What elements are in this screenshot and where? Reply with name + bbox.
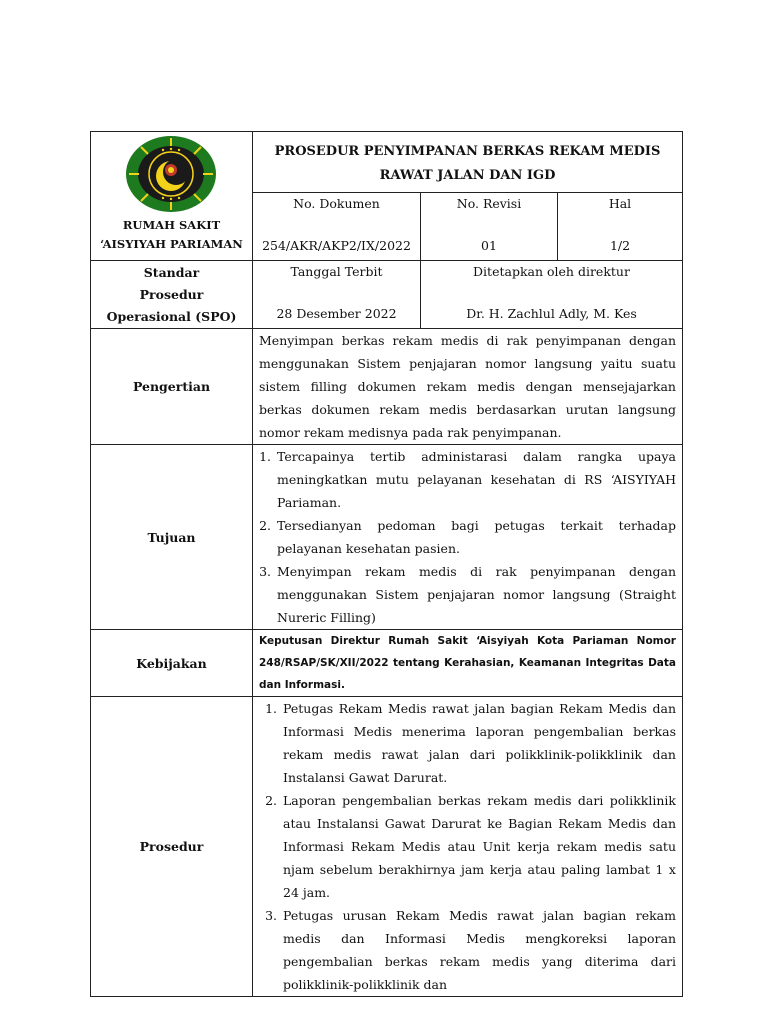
revision-value: 01 [481, 238, 497, 253]
aisyiyah-logo-icon [125, 134, 217, 214]
hospital-name-line1: RUMAH SAKIT [122, 218, 221, 232]
page-label: Hal [608, 196, 632, 211]
prosedur-item: 3. Petugas urusan Rekam Medis rawat jalan bagian rekam medis dan Informasi Medis mengkoreksi laporan pengembalian berkas rekam medis yang diterima dari polikklinik-polikklinik dan [281, 904, 676, 996]
pengertian-label: Pengertian [132, 379, 211, 394]
tujuan-item: 1. Tercapainya tertib administarasi dalam rangka upaya meningkatkan mutu pelayanan kesehatan di RS ‘AISYIYAH Pariaman. [275, 445, 676, 514]
document-title-line1: PROSEDUR PENYIMPANAN BERKAS REKAM MEDIS [274, 144, 661, 159]
prosedur-content-cell [253, 697, 683, 997]
spo-label-line3: Operasional (SPO) [106, 309, 237, 324]
issued-value: 28 Desember 2022 [276, 306, 397, 321]
spo-label-line1: Standar [143, 265, 200, 280]
hospital-cell [91, 132, 253, 261]
spo-label-line2: Prosedur [139, 287, 204, 302]
logo-area [91, 132, 252, 216]
kebijakan-label: Kebijakan [136, 655, 207, 671]
prosedur-item: 1. Petugas Rekam Medis rawat jalan bagian Rekam Medis dan Informasi Medis menerima laporan pengembalian berkas rekam medis rawat jalan dari polikklinik-polikklinik dan Instalansi Gawat Darurat. [281, 697, 676, 789]
page-cell [558, 193, 683, 261]
tujuan-list [253, 445, 682, 629]
title-cell [253, 132, 683, 193]
kebijakan-label-cell [91, 630, 253, 697]
page-value: 1/2 [609, 238, 631, 253]
pengertian-content-cell [253, 329, 683, 445]
approved-cell [421, 261, 683, 329]
tujuan-item: 2. Tersedianyan pedoman bagi petugas terkait terhadap pelayanan kesehatan pasien. [275, 514, 676, 560]
approved-label: Ditetapkan oleh direktur [473, 264, 630, 279]
spo-label-cell [91, 261, 253, 329]
pengertian-text: Menyimpan berkas rekam medis di rak penyimpanan dengan menggunakan Sistem penjajaran nomor langsung yaitu suatu sistem filling dokumen rekam medis dengan mensejajarkan berkas dokumen rekam medis berdasarkan urutan langsung nomor rekam medisnya pada rak penyimpanan. [259, 333, 676, 440]
kebijakan-content-cell [253, 630, 683, 697]
prosedur-item: 2. Laporan pengembalian berkas rekam medis dari polikklinik atau Instalansi Gawat Darurat ke Bagian Rekam Medis dan Informasi Rekam Medis atau Unit kerja rekam medis satu njam sebelum berakhirnya jam kerja atau paling lambat 1 x 24 jam. [281, 789, 676, 904]
doc-no-value: 254/AKR/AKP2/IX/2022 [262, 238, 411, 253]
kebijakan-text: Keputusan Direktur Rumah Sakit ‘Aisyiyah Kota Pariaman Nomor 248/RSAP/SK/XII/2022 tentang Kerahasian, Keamanan Integritas Data dan Informasi. [259, 635, 676, 691]
tujuan-content-cell [253, 445, 683, 630]
doc-no-cell [253, 193, 421, 261]
issued-cell [253, 261, 421, 329]
prosedur-list [253, 697, 682, 996]
revision-cell [421, 193, 558, 261]
hospital-name-line2: ‘AISYIYAH PARIAMAN [100, 237, 243, 251]
revision-label: No. Revisi [456, 196, 522, 211]
approved-value: Dr. H. Zachlul Adly, M. Kes [466, 306, 637, 321]
tujuan-label-cell [91, 445, 253, 630]
prosedur-label: Prosedur [139, 839, 204, 854]
doc-no-label: No. Dokumen [293, 196, 380, 211]
issued-label: Tanggal Terbit [290, 264, 383, 279]
prosedur-label-cell [91, 697, 253, 997]
pengertian-label-cell [91, 329, 253, 445]
tujuan-item: 3. Menyimpan rekam medis di rak penyimpanan dengan menggunakan Sistem penjajaran nomor langsung (Straight Nureric Filling) [275, 560, 676, 629]
spo-table [90, 131, 683, 997]
document-title-line2: RAWAT JALAN DAN IGD [379, 168, 556, 183]
tujuan-label: Tujuan [147, 529, 196, 545]
